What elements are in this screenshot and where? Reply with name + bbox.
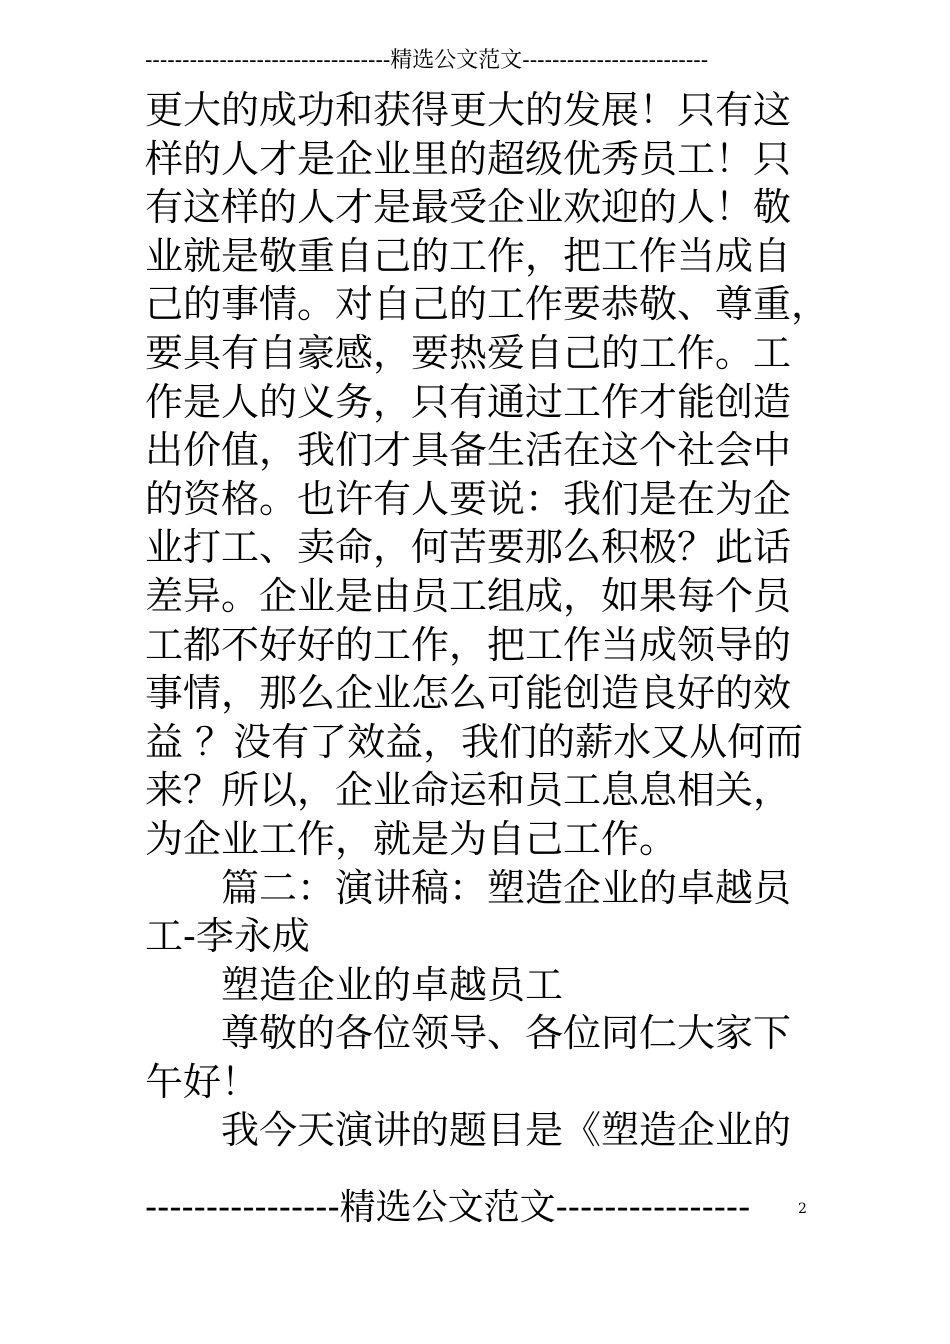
text-line: 来？所以，企业命运和员工息息相关， <box>145 768 792 813</box>
section-heading-continued: 工-李永成 <box>145 914 310 959</box>
text-line: 有这样的人才是最受企业欢迎的人！敬 <box>145 185 792 230</box>
text-line: 益 ？没有了效益，我们的薪水又从何而 <box>145 719 804 764</box>
text-line: 差异。企业是由员工组成，如果每个员 <box>145 573 792 618</box>
text-line: 业打工、卖命，何苦要那么积极？此话 <box>145 525 792 570</box>
text-line: 为企业工作，就是为自己工作。 <box>145 816 678 861</box>
text-line: 的资格。也许有人要说：我们是在为企 <box>145 476 792 521</box>
text-line: 更大的成功和获得更大的发展！只有这 <box>145 88 792 132</box>
text-line: 工都不好好的工作，把工作当成领导的 <box>145 622 792 667</box>
text-line: 事情，那么企业怎么可能创造良好的效 <box>145 671 792 716</box>
text-line: 业就是敬重自己的工作，把工作当成自 <box>145 233 792 278</box>
text-line: 样的人才是企业里的超级优秀员工！只 <box>145 136 792 181</box>
page-number: 2 <box>798 1201 807 1217</box>
section-heading: 篇二：演讲稿：塑造企业的卓越员 <box>221 865 792 910</box>
speech-title: 塑造企业的卓越员工 <box>221 962 564 1007</box>
text-line: 出价值，我们才具备生活在这个社会中 <box>145 428 792 473</box>
text-line: 作是人的义务，只有通过工作才能创造 <box>145 379 792 424</box>
page-footer: ----------------精选公文范文---------------- <box>145 1187 751 1228</box>
text-line: 午好！ <box>145 1059 260 1104</box>
document-body <box>145 86 830 1155</box>
text-line: 要具有自豪感，要热爱自己的工作。工 <box>145 330 792 375</box>
page-header: ---------------------------------精选公文范文------------------------- <box>145 48 709 73</box>
text-line: 我今天演讲的题目是《塑造企业的 <box>221 1108 792 1153</box>
text-line: 尊敬的各位领导、各位同仁大家下 <box>221 1011 792 1056</box>
text-line: 己的事情。对自己的工作要恭敬、尊重， <box>145 282 830 327</box>
